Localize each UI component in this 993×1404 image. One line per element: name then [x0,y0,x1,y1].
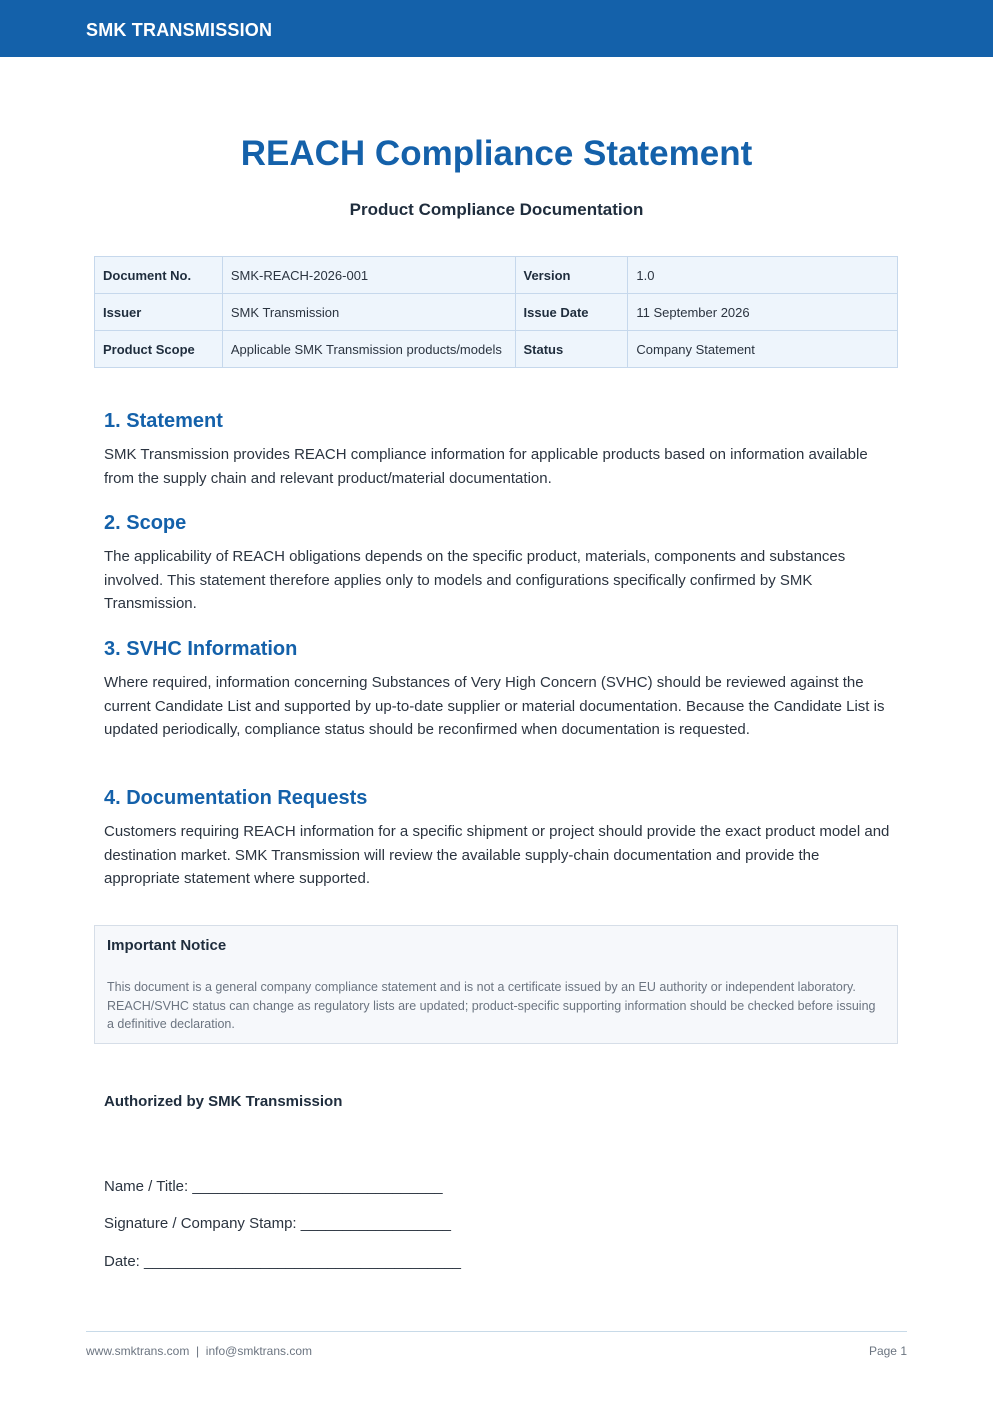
section-heading: 3. SVHC Information [104,638,298,660]
section-body: Customers requiring REACH information for a specific shipment or project should provide the exact product model and destination market. SMK Transmission will review the available supply-chain documentation and provide the appropriate statement where supported. [104,823,890,887]
info-value-version: 1.0 [628,257,898,294]
info-label-issue-date: Issue Date [515,294,628,331]
signature-line: Signature / Company Stamp: __________________ [104,1215,451,1232]
name-title-line: Name / Title: ______________________________ [104,1178,443,1195]
notice-title: Important Notice [107,937,227,954]
info-value-issue-date: 11 September 2026 [628,294,898,331]
section-heading: 4. Documentation Requests [104,787,368,809]
document-title: REACH Compliance Statement [240,134,753,173]
info-label-product-scope: Product Scope [95,331,223,368]
section-svhc-information [104,638,894,742]
info-label-issuer: Issuer [95,294,223,331]
info-label-version: Version [515,257,628,294]
section-body: Where required, information concerning Substances of Very High Concern (SVHC) should be reviewed against the current Candidate List and supported by up-to-date supplier or material documentation. Because the Candidate List is updated periodically, compliance status should be reconfirmed when documentation is requested. [104,674,885,738]
section-statement [104,410,894,490]
table-row [95,294,898,331]
section-heading: 1. Statement [104,410,223,432]
important-notice-box [94,925,898,1044]
footer-divider [86,1331,907,1332]
section-heading: 2. Scope [104,512,187,534]
table-row [95,331,898,368]
info-value-document-no: SMK-REACH-2026-001 [222,257,515,294]
footer-contact: www.smktrans.com | info@smktrans.com [86,1344,313,1358]
document-subtitle: Product Compliance Documentation [349,200,644,219]
header-bar [0,0,993,57]
section-body: The applicability of REACH obligations depends on the specific product, materials, components and substances involved. This statement therefore applies only to models and configurations specifically confirmed by SMK Transmission. [104,548,846,612]
document-info-table [94,256,898,368]
info-value-product-scope: Applicable SMK Transmission products/models [222,331,515,368]
info-value-issuer: SMK Transmission [222,294,515,331]
page-number: Page 1 [868,1344,907,1358]
date-line: Date: ______________________________________ [104,1253,462,1270]
info-value-status: Company Statement [628,331,898,368]
section-documentation-requests [104,787,894,891]
table-row [95,257,898,294]
notice-body: This document is a general company compliance statement and is not a certificate issued by an EU authority or independent laboratory. REACH/SVHC status can change as regulatory lists are updated; product-specific supporting information should be checked before issuing a definitive declaration. [107,980,876,1031]
info-label-document-no: Document No. [95,257,223,294]
section-scope [104,512,894,616]
info-label-status: Status [515,331,628,368]
section-body: SMK Transmission provides REACH compliance information for applicable products based on information available from the supply chain and relevant product/material documentation. [104,446,868,487]
brand-name: SMK TRANSMISSION [86,20,273,40]
authorization-heading: Authorized by SMK Transmission [104,1093,343,1110]
